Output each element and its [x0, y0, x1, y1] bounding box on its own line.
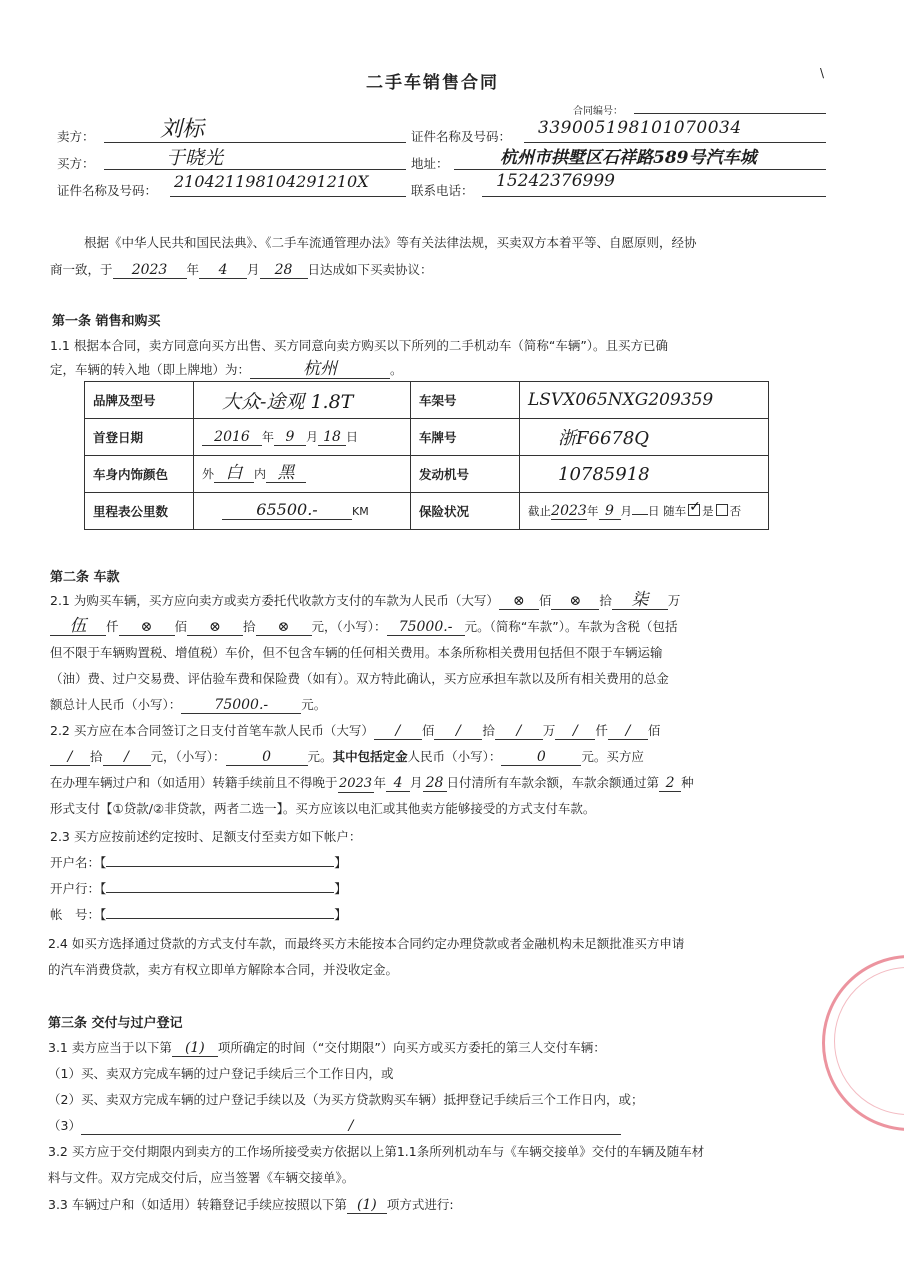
- pay-day[interactable]: [423, 775, 447, 792]
- price-qian-value: 伍: [69, 616, 87, 636]
- art3-option-2: （2）买、卖双方完成车辆的过户登记手续以及（为买方贷款购买车辆）抵押登记手续后三个工作日内，或；: [48, 1092, 644, 1107]
- color-in-label: 内: [254, 467, 267, 481]
- art2-p2-text-b: 元。: [307, 749, 333, 764]
- vin-label: 车架号: [411, 382, 520, 419]
- art2-p2-line4: 形式支付【①贷款/②非贷款，两者二选一】。买方应该以电汇或其他卖方能够接受的方式支付车款。: [50, 801, 596, 816]
- intro-line-1: 根据《中华人民共和国民法典》、《二手车流通管理办法》等有关法律法规，买卖双方本着平等、自愿原则，经协: [84, 235, 697, 250]
- price-shi-value: ⊗: [569, 593, 582, 609]
- table-row: [85, 419, 769, 456]
- first-pay-bai-value: /: [395, 723, 401, 739]
- ins-prefix: 截止: [528, 503, 551, 518]
- art2-p1-line3: 但不限于车辆购置税、增值税）车价，但不包含车辆的任何相关费用。本条所称相关费用包括但不限于车辆运输: [50, 645, 663, 660]
- intro-month-unit: 月: [247, 262, 260, 277]
- ins-year-value: 2023: [551, 502, 587, 519]
- destination-value: 杭州: [303, 359, 338, 379]
- buyer-id-line: [170, 196, 406, 197]
- first-pay-shi[interactable]: [434, 723, 482, 740]
- ins-month-value: 9: [605, 502, 614, 519]
- art2-p2-line1: [50, 721, 660, 740]
- unit-shi4: 拾: [90, 749, 103, 764]
- intro-month-value: 4: [218, 262, 228, 278]
- reg-year: [202, 429, 262, 446]
- art2-p1-text-e: 额总计人民币（小写）：: [50, 697, 182, 712]
- unit-qian3: 仟: [595, 723, 608, 738]
- art1-p1-text: 定，车辆的转入地（即上牌地）为：: [50, 362, 251, 377]
- intro-line-2: [50, 260, 433, 279]
- transfer-item-no[interactable]: [347, 1197, 387, 1214]
- unit-wan: 万: [667, 593, 681, 608]
- price-wan[interactable]: [612, 592, 668, 610]
- seller-line: [104, 142, 406, 143]
- color-cell[interactable]: [194, 456, 411, 493]
- address-line: [454, 169, 826, 170]
- insurance-label: 保险状况: [411, 493, 520, 530]
- article-3-heading: 第三条 交付与过户登记: [48, 1016, 183, 1031]
- color-out-value: 白: [225, 463, 243, 483]
- delivery-item-no-value: (1): [184, 1040, 205, 1056]
- unit-bai4: 佰: [647, 723, 661, 738]
- first-pay-bai2[interactable]: [608, 723, 648, 740]
- contract-no-field[interactable]: [634, 113, 826, 114]
- art2-p2-text-c: 人民币（小写）：: [407, 749, 502, 764]
- total-value: 75000.-: [214, 697, 269, 713]
- ins-month: [599, 503, 621, 520]
- intro-day[interactable]: [260, 262, 308, 279]
- phone-label: 联系电话：: [411, 183, 474, 198]
- brand-value: 大众-途观 1.8T: [222, 390, 354, 413]
- account-no-label: 帐 号：【: [50, 907, 107, 922]
- art2-p1-text: 2.1 为购买车辆，买方应向卖方或卖方委托代收款方支付的车款为人民币（大写）: [50, 593, 499, 608]
- pay-type-value: 2: [665, 775, 675, 791]
- corner-mark: \: [820, 66, 825, 80]
- plate-label: 车牌号: [411, 419, 520, 456]
- delivery-item-no[interactable]: [172, 1040, 218, 1057]
- engine-label: 发动机号: [411, 456, 520, 493]
- pay-month-value: 4: [393, 775, 403, 791]
- transfer-item-no-value: (1): [356, 1197, 377, 1213]
- document-title: 二手车销售合同: [366, 73, 499, 93]
- art3-p1-text: 3.1 卖方应当于以下第: [48, 1040, 172, 1055]
- seller-id-value[interactable]: 339005198101070034: [538, 118, 742, 138]
- seller-name[interactable]: 刘标: [160, 117, 205, 142]
- pay-type[interactable]: [659, 775, 681, 792]
- art2-p4-line1: 2.4 如买方选择通过贷款的方式支付车款，而最终买方未能按本合同约定办理贷款或者金融机构未足额批准买方申请: [48, 936, 685, 951]
- art2-p2-line2: [50, 747, 644, 766]
- price-bai-value: ⊗: [512, 593, 525, 609]
- account-name-label: 开户名：【: [50, 855, 107, 870]
- unit-bai3: 佰: [421, 723, 435, 738]
- intro-month[interactable]: [199, 262, 247, 279]
- account-no-field[interactable]: [106, 918, 334, 919]
- color-out-label: 外: [202, 467, 215, 481]
- pay-year-value: 2023: [338, 776, 373, 791]
- first-pay-small[interactable]: [226, 749, 308, 766]
- first-pay-wan[interactable]: [495, 723, 543, 740]
- mileage-unit: KM: [352, 505, 369, 518]
- address-label: 地址：: [411, 156, 449, 171]
- mileage-cell[interactable]: [194, 493, 411, 530]
- option-3-field[interactable]: [81, 1118, 621, 1135]
- art2-p1-text-b: 元。（简称“车款”）。车款为含税（包括: [464, 619, 678, 634]
- art3-p3-text-b: 项方式进行:: [386, 1197, 454, 1212]
- intro-text: 商一致，于: [50, 262, 113, 277]
- color-in: [266, 465, 306, 483]
- destination-field[interactable]: [250, 361, 390, 379]
- art3-p1-line1: [48, 1038, 606, 1057]
- price-wan-value: 柒: [631, 590, 649, 610]
- pay-year[interactable]: [338, 775, 374, 793]
- art3-p2-line2: 料与文件。双方完成交付后，应当签署《车辆交接单》。: [48, 1170, 355, 1185]
- art1-p1-end: 。: [390, 362, 403, 377]
- ins-yes-label: 是: [702, 503, 714, 518]
- price-bai[interactable]: [499, 593, 539, 610]
- first-pay-yuan[interactable]: [103, 749, 151, 766]
- art3-option-3-label: （3）: [48, 1118, 81, 1133]
- reg-year-value: 2016: [214, 429, 250, 445]
- first-pay-shi-value: /: [456, 723, 461, 739]
- price-bai2-value: ⊗: [140, 619, 153, 635]
- deposit-field[interactable]: [501, 749, 581, 766]
- pay-month-unit: 月: [410, 775, 423, 790]
- bracket-close: 】: [334, 855, 347, 870]
- plate-cell[interactable]: [520, 419, 769, 456]
- unit-shi2: 拾: [243, 619, 256, 634]
- buyer-name[interactable]: 于晓光: [166, 147, 224, 169]
- pay-year-unit: 年: [373, 775, 387, 790]
- insurance-cell[interactable]: [520, 493, 769, 530]
- unit-shi: 拾: [599, 593, 612, 608]
- brand-label: 品牌及型号: [85, 382, 194, 419]
- color-out: [214, 465, 254, 483]
- account-bank-field[interactable]: [106, 892, 334, 893]
- color-label: 车身内饰颜色: [85, 456, 194, 493]
- art2-p2-text-e: 在办理车辆过户和（如适用）转籍手续前且不得晚于: [50, 775, 338, 790]
- art2-p1-line5: [50, 695, 326, 714]
- price-shi[interactable]: [551, 593, 599, 610]
- option-3-value: /: [348, 1118, 354, 1134]
- price-bai2[interactable]: [119, 619, 175, 636]
- buyer-id-value[interactable]: 210421198104291210X: [174, 172, 369, 191]
- account-name-field[interactable]: [106, 866, 334, 867]
- pay-day-value: 28: [425, 775, 444, 791]
- art1-p1-line2: [50, 360, 403, 379]
- buyer-label: 买方：: [57, 156, 95, 171]
- intro-year-value: 2023: [131, 262, 168, 278]
- price-shi2[interactable]: [187, 619, 243, 636]
- unit-shi3: 拾: [482, 723, 495, 738]
- mileage-field: [222, 502, 352, 520]
- total-field[interactable]: [181, 697, 301, 714]
- art3-p2-line1: 3.2 买方应于交付期限内到卖方的工作场所接受卖方依据以上第1.1条所列机动车与《车辆交接单》交付的车辆及随车材: [48, 1144, 705, 1159]
- seller-label: 卖方：: [57, 129, 95, 144]
- buyer-line: [104, 169, 406, 170]
- table-row: [85, 456, 769, 493]
- brand-cell[interactable]: [194, 382, 411, 419]
- first-pay-small-value: 0: [262, 749, 271, 765]
- unit-wan3: 万: [542, 723, 556, 738]
- art2-p1-text-f: 元。: [301, 697, 327, 712]
- first-pay-small-label: ，（小写）：: [163, 749, 226, 764]
- reg-day-unit: 日: [346, 430, 359, 444]
- art2-p1-line2: [50, 617, 678, 636]
- first-pay-bai2-value: /: [625, 723, 631, 739]
- price-small[interactable]: [387, 619, 465, 636]
- seller-id-label: 证件名称及号码：: [411, 129, 512, 144]
- address-value[interactable]: 杭州市拱墅区石祥路589号汽车城: [500, 148, 757, 168]
- art3-option-1: （1）买、卖双方完成车辆的过户登记手续后三个工作日内，或: [48, 1066, 394, 1081]
- deposit-value: 0: [536, 749, 546, 765]
- vin-value: LSVX065NXG209359: [528, 390, 714, 410]
- intro-day-value: 28: [274, 262, 293, 278]
- first-pay-qian[interactable]: [555, 723, 595, 740]
- reg-year-unit: 年: [262, 430, 275, 444]
- account-no-row: [50, 905, 347, 923]
- price-yuan[interactable]: [256, 619, 312, 636]
- art2-p4-line2: 的汽车消费贷款，卖方有权立即单方解除本合同，并没收定金。: [48, 962, 399, 977]
- engine-value: 10785918: [558, 463, 650, 485]
- first-pay-qian-value: /: [573, 723, 578, 739]
- unit-bai: 佰: [538, 593, 552, 608]
- plate-value: 浙F6678Q: [558, 428, 650, 449]
- ins-year-unit: 年: [587, 503, 599, 518]
- art2-p2-text-d: 元。买方应: [581, 749, 644, 764]
- art3-option-3: [48, 1116, 621, 1135]
- ins-day-unit: 日 随车: [648, 503, 687, 518]
- table-row: [85, 493, 769, 530]
- price-shi2-value: ⊗: [209, 619, 221, 635]
- buyer-id-label: 证件名称及号码：: [57, 183, 158, 198]
- unit-yuan4: 元: [150, 749, 164, 764]
- vin-cell[interactable]: [520, 382, 769, 419]
- price-small-value: 75000.-: [398, 619, 453, 635]
- reg-day: [318, 429, 346, 446]
- vehicle-table: [84, 381, 769, 530]
- phone-value[interactable]: 15242376999: [496, 171, 615, 191]
- reg-month-value: 9: [285, 429, 295, 445]
- engine-cell[interactable]: [520, 456, 769, 493]
- deposit-bold-label: 其中包括定金: [332, 749, 408, 764]
- first-pay-bai[interactable]: [374, 723, 422, 740]
- account-bank-label: 开户行：【: [50, 881, 107, 896]
- contract-no-label: 合同编号：: [573, 106, 623, 117]
- ins-day: [632, 514, 648, 515]
- ins-no-label: 否: [729, 503, 742, 518]
- art3-p1-text-b: 项所确定的时间（“交付期限”）向买方或买方委托的第三人交付车辆：: [217, 1040, 606, 1055]
- first-pay-yuan-value: /: [124, 749, 129, 765]
- ins-no-checkbox[interactable]: [716, 504, 728, 516]
- art1-p1-line1: 1.1 根据本合同，卖方同意向买方出售、买方同意向卖方购买以下所列的二手机动车（简称“车辆”）。且买方已确: [50, 338, 669, 353]
- ins-month-unit: 月: [620, 503, 632, 518]
- art3-p3-text: 3.3 车辆过户和（如适用）转籍登记手续应按照以下第: [48, 1197, 347, 1212]
- reg-month: [274, 429, 306, 446]
- unit-bai2: 佰: [174, 619, 188, 634]
- article-2-heading: 第二条 车款: [50, 570, 120, 585]
- article-1-heading: 第一条 销售和购买: [52, 314, 161, 329]
- intro-text-end: 日达成如下买卖协议：: [307, 262, 433, 277]
- phone-line: [482, 196, 826, 197]
- bracket-close: 】: [334, 907, 347, 922]
- intro-year[interactable]: [113, 262, 187, 279]
- reg-month-unit: 月: [306, 430, 319, 444]
- price-qian[interactable]: [50, 618, 106, 636]
- account-bank-row: [50, 879, 347, 897]
- art3-p3-line1: [48, 1195, 454, 1214]
- art2-p3: 2.3 买方应按前述约定按时、足额支付至卖方如下帐户：: [50, 829, 362, 844]
- pay-month[interactable]: [386, 775, 410, 792]
- art2-p2-line3: [50, 773, 694, 793]
- price-yuan-value: ⊗: [277, 619, 290, 635]
- ins-yes-checkbox[interactable]: [688, 504, 700, 516]
- first-pay-wan-value: /: [516, 723, 522, 739]
- art2-p2-text-g: 种: [681, 775, 694, 790]
- first-pay-shi2-value: /: [67, 749, 73, 765]
- mileage-label: 里程表公里数: [85, 493, 194, 530]
- mileage-value: 65500.-: [256, 500, 318, 519]
- unit-qian: 仟: [106, 619, 119, 634]
- color-in-value: 黑: [277, 463, 295, 483]
- ins-year: [551, 503, 587, 520]
- art2-p2-text: 2.2 买方应在本合同签订之日支付首笔车款人民币（大写）: [50, 723, 374, 738]
- reg-date-cell[interactable]: [194, 419, 411, 456]
- table-row: [85, 382, 769, 419]
- reg-date-label: 首登日期: [85, 419, 194, 456]
- unit-yuan-small: 元，（小写）：: [311, 619, 387, 634]
- reg-day-value: 18: [323, 429, 341, 445]
- first-pay-shi2[interactable]: [50, 749, 90, 766]
- art2-p2-text-f: 日付清所有车款余额，车款余额通过第: [446, 775, 660, 790]
- bracket-close: 】: [334, 881, 347, 896]
- art2-p1-line4: （油）费、过户交易费、评估验车费和保险费（如有）。双方特此确认，买方应承担车款以及所有相关费用的总金: [50, 671, 669, 686]
- art2-p1-line1: [50, 591, 680, 610]
- account-name-row: [50, 853, 347, 871]
- intro-year-unit: 年: [186, 262, 200, 277]
